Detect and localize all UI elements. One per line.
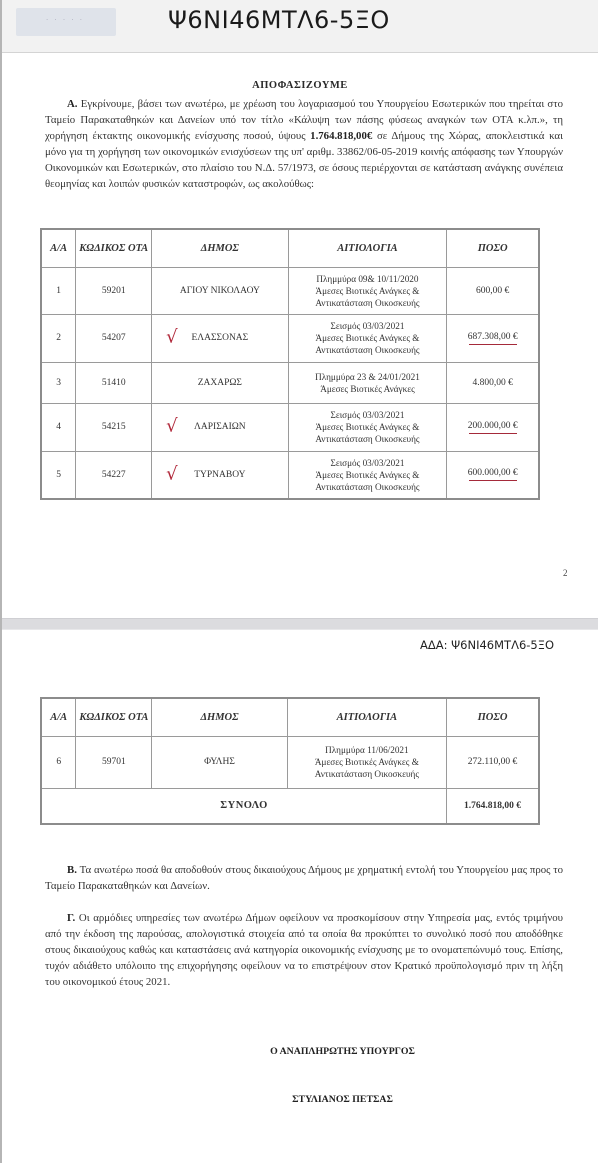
header-dimos: ΔΗΜΟΣ [152,229,288,267]
paragraph-a-amount: 1.764.818,00€ [310,130,373,142]
handwritten-check-icon: √ [166,463,178,485]
page-number: 2 [563,568,568,578]
ada-code-title: Ψ6ΝΙ46ΜΤΛ6-5ΞΟ [168,6,390,34]
dimos-name: ΕΛΑΣΣΟΝΑΣ [191,333,249,343]
cell-aa: 5 [41,451,76,499]
handwritten-check-icon: √ [166,326,178,348]
header-dimos: ΔΗΜΟΣ [152,698,287,736]
table-row [41,451,539,499]
reason-line: Πλημμύρα 11/06/2021 [325,745,409,755]
redacted-logo [16,8,116,36]
cell-dimos [152,451,288,499]
reason-line: Σεισμός 03/03/2021 [330,410,405,420]
reason-line: Αντικατάσταση Οικοσκευής [315,481,420,492]
amount-value: 687.308,00 € [467,331,518,342]
document-header-bar [2,0,598,53]
reason-line: Άμεσες Βιοτικές Ανάγκες & [315,333,420,343]
cell-code: 54215 [76,403,152,451]
paragraph-b [45,862,563,894]
amount-value: 600,00 € [476,285,510,296]
cell-amount [447,362,539,403]
allocation-table [40,228,540,500]
amount-value: 272.110,00 € [467,757,518,767]
paragraph-b-text: Τα ανωτέρω ποσά θα αποδοθούν στους δικαιούχους Δήμους με χρηματική εντολή του Υπουργείου μας προς το Ταμείο Παρακαταθηκών και Δανείων. [45,864,563,892]
header-aa: Α/Α [41,229,76,267]
paragraph-g-label: Γ. [67,912,76,924]
ada-label: ΑΔΑ: Ψ6ΝΙ46ΜΤΛ6-5ΞΟ [420,638,555,652]
table-header-row [41,698,539,736]
page-break [2,618,598,630]
cell-dimos [152,403,288,451]
cell-reason [288,362,447,403]
dimos-name: ΖΑΧΑΡΩΣ [197,377,242,388]
cell-aa: 3 [41,362,76,403]
handwritten-underline [469,344,517,345]
total-amount: 1.764.818,00 € [447,788,539,824]
cell-amount [447,267,539,314]
signatory-name: ΣΤΥΛΙΑΝΟΣ ΠΕΤΣΑΣ [292,1094,393,1105]
decision-heading: ΑΠΟΦΑΣΙΖΟΥΜΕ [252,80,348,91]
paragraph-a-text-1: Εγκρίνουμε, βάσει των ανωτέρω, με χρέωση του λογαριασμού του Υπουργείου Εσωτερικών που τηρείται στο Ταμείο Παρακαταθηκών και Δανείων υπό τον τίτλο «Κάλυψη των πάσης φύσεως αναγκών των ΟΤΑ κ.λπ.», τη χορήγηση έκτακτης οικονομικής ενίσχυσης ποσού, ύψους [45,98,563,142]
cell-reason [288,451,447,499]
amount-value: 4.800,00 € [472,377,513,388]
reason-line: Αντικατάσταση Οικοσκευής [315,434,420,444]
cell-amount [447,403,539,451]
paragraph-a-text-2: σε Δήμους της Χώρας, αποκλειστικά και μόνο για τη χορήγηση των οικονομικών ενισχύσεων της υπ' αριθμ. 33862/06-05-2019 κοινής απόφασης των Υπουργών Οικονομικών και Εσωτερικών, στο πλαίσιο του Ν.Δ. 57/1973, σε όσους περιέρχονται σε κατάσταση ανάγκης συνέπεια θεομηνίας και λοιπών φυσικών καταστροφών, ως ακολούθως: [45,130,563,190]
cell-code: 51410 [76,362,152,403]
total-label: ΣΥΝΟΛΟ [41,788,447,824]
cell-aa: 4 [41,403,76,451]
header-reason: ΑΙΤΙΟΛΟΓΙΑ [287,698,446,736]
reason-line: Πλημμύρα 09& 10/11/2020 [316,273,419,284]
header-amount: ΠΟΣΟ [447,698,539,736]
handwritten-check-icon: √ [166,415,178,437]
table-row [41,267,539,314]
cell-code: 59201 [76,267,152,314]
table-header-row [41,229,539,267]
header-amount: ΠΟΣΟ [447,229,539,267]
dimos-name: ΑΓΙΟΥ ΝΙΚΟΛΑΟΥ [179,285,260,296]
cell-dimos [152,362,288,403]
cell-reason [288,314,447,362]
dimos-name: ΤΥΡΝΑΒΟΥ [194,469,246,480]
table-row [41,314,539,362]
paragraph-g [45,910,563,990]
total-row [41,788,539,824]
reason-line: Άμεσες Βιοτικές Ανάγκες & [315,469,420,480]
table-row [41,736,539,788]
table-row [41,403,539,451]
header-code: ΚΩΔΙΚΟΣ ΟΤΑ [76,229,152,267]
reason-line: Αντικατάσταση Οικοσκευής [314,769,419,779]
cell-amount [447,314,539,362]
paragraph-g-text: Οι αρμόδιες υπηρεσίες των ανωτέρω Δήμων οφείλουν να προσκομίσουν στην Υπηρεσία μας, εντός τριμήνου από την έκδοση της παρούσας, απολογιστικά στοιχεία από τα οποία θα προκύπτει το συνολικό ποσό που αποδόθηκε στους δικαιούχους καθώς και καταστάσεις ανά κατηγορία οικονομικής ενίσχυσης με το ονοματεπώνυμό τους. Επίσης, τυχόν αδιάθετο υπόλοιπο της επιχορήγησης οφείλουν να το επιστρέψουν στον Κρατικό προϋπολογισμό πριν τη λήξη του οικονομικού έτους 2021. [45,912,563,988]
cell-reason [288,403,447,451]
header-reason: ΑΙΤΙΟΛΟΓΙΑ [288,229,447,267]
reason-line: Άμεσες Βιοτικές Ανάγκες [320,383,415,394]
cell-code: 54207 [76,314,152,362]
signatory-title: Ο ΑΝΑΠΛΗΡΩΤΗΣ ΥΠΟΥΡΓΟΣ [270,1046,415,1057]
dimos-name: ΛΑΡΙΣΑΙΩΝ [194,422,246,432]
amount-value: 600.000,00 € [467,468,518,479]
allocation-table-continued [40,697,540,825]
paragraph-a-label: Α. [67,98,78,110]
cell-code: 54227 [76,451,152,499]
cell-aa: 2 [41,314,76,362]
header-code: ΚΩΔΙΚΟΣ ΟΤΑ [76,698,152,736]
paragraph-a [45,96,563,192]
cell-code: 59701 [76,736,152,788]
cell-amount [447,451,539,499]
cell-dimos [152,314,288,362]
redacted-text: · · · · · [46,16,85,24]
cell-reason [288,267,447,314]
reason-line: Αντικατάσταση Οικοσκευής [315,297,420,308]
cell-dimos [152,267,288,314]
reason-line: Σεισμός 03/03/2021 [330,321,405,331]
handwritten-underline [469,433,517,434]
header-aa: Α/Α [41,698,76,736]
cell-amount [447,736,539,788]
cell-reason [287,736,446,788]
cell-aa: 6 [41,736,76,788]
reason-line: Αντικατάσταση Οικοσκευής [315,345,420,355]
dimos-name: ΦΥΛΗΣ [204,757,235,767]
amount-value: 200.000,00 € [467,420,518,431]
cell-aa: 1 [41,267,76,314]
cell-dimos [152,736,287,788]
reason-line: Σεισμός 03/03/2021 [330,457,405,468]
paragraph-b-label: Β. [67,864,77,876]
reason-line: Πλημμύρα 23 & 24/01/2021 [315,371,420,382]
table-row [41,362,539,403]
reason-line: Άμεσες Βιοτικές Ανάγκες & [314,757,419,767]
reason-line: Άμεσες Βιοτικές Ανάγκες & [315,422,420,432]
handwritten-underline [469,480,517,481]
reason-line: Άμεσες Βιοτικές Ανάγκες & [315,285,420,296]
